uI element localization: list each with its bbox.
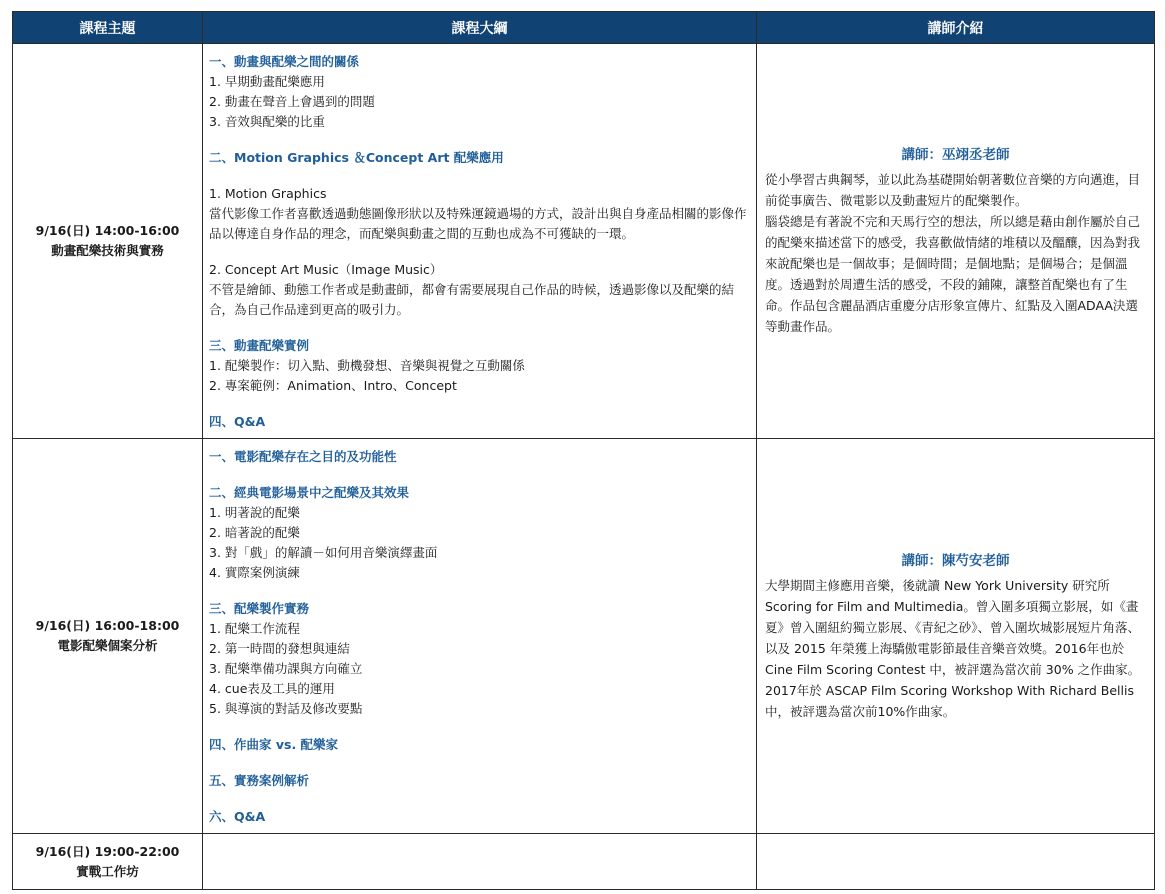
section-heading: 六、Q&A: [209, 809, 266, 824]
section-heading: 一、動畫與配樂之間的關係: [209, 54, 360, 69]
teacher-cell: [757, 439, 1155, 834]
section-heading: 二、經典電影場景中之配樂及其效果: [209, 485, 410, 500]
section-heading: 二、Motion Graphics ＆Concept Art 配樂應用: [209, 150, 504, 165]
session-title: 電影配樂個案分析: [57, 638, 158, 653]
session-time: 9/16(日) 16:00-18:00: [35, 618, 180, 633]
header-topic: 課程主題: [13, 12, 203, 44]
outline-cell: [203, 44, 757, 439]
outline-cell: [203, 834, 757, 890]
session-title: 動畫配樂技術與實務: [51, 243, 164, 258]
teacher-bio: 從小學習古典鋼琴，並以此為基礎開始朝著數位音樂的方向邁進，目前從事廣告、微電影以及動畫短片的配樂製作。 腦袋總是有著說不完和天馬行空的想法，所以總是藉由創作屬於自己的配樂來描述當下的感受，我喜歡做情緒的堆積以及醞釀，因為對我來說配樂也是一個故事；是個時間；是個地點；是個場合；是個溫度。透過對於周遭生活的感受，不段的鋪陳，讓整首配樂也有了生命。作品包含麗晶酒店重慶分店形象宣傳片、紅點及入圍ADAA決選等動畫作品。: [765, 172, 1141, 334]
outline-line: 當代影像工作者喜歡透過動態圖像形狀以及特殊運鏡過場的方式，設計出與自身產品相關的影像作品以傳達自身作品的理念，而配樂與動畫之間的互動也成為不可獲缺的一環。: [209, 206, 747, 241]
section-heading: 三、動畫配樂實例: [209, 338, 310, 353]
outline-line: 2. Concept Art Music（Image Music）: [209, 262, 443, 277]
section-heading: 一、電影配樂存在之目的及功能性: [209, 449, 397, 464]
topic-cell: [13, 834, 203, 890]
table-row: [13, 834, 1155, 890]
topic-cell: [13, 44, 203, 439]
teacher-name: 講師：陳芍安老師: [901, 552, 1010, 569]
outline-line: 3. 配樂準備功課與方向確立: [209, 661, 363, 676]
outline-line: 1. 配樂製作：切入點、動機發想、音樂與視覺之互動關係: [209, 358, 525, 373]
outline-line: 5. 與導演的對話及修改要點: [209, 701, 363, 716]
table-row: [13, 439, 1155, 834]
outline-line: 1. Motion Graphics: [209, 186, 327, 201]
teacher-cell: [757, 44, 1155, 439]
teacher-cell: [757, 834, 1155, 890]
section-heading: 四、作曲家 vs. 配樂家: [209, 737, 339, 752]
section-heading: 五、實務案例解析: [209, 773, 310, 788]
outline-line: 4. cue表及工具的運用: [209, 681, 335, 696]
course-schedule-table: [12, 11, 1155, 890]
outline-line: 不管是繪師、動態工作者或是動畫師，都會有需要展現自己作品的時候，透過影像以及配樂的結合，為自己作品達到更高的吸引力。: [209, 282, 735, 317]
outline-line: 2. 第一時間的發想與連結: [209, 641, 350, 656]
teacher-bio: 大學期間主修應用音樂，後就讀 New York University 研究所 Scoring for Film and Multimedia。曾入圍多項獨立影展，如《畫夏》曾入圍紐約獨立影展、《青紀之砂》、曾入圍坎城影展短片角落、以及 2015 年榮獲上海驕傲電影節最佳音樂音效獎。2016年也於 Cine Film Scoring Contest 中，被評選為當次前 30% 之作曲家。 2017年於 ASCAP Film Scoring Workshop With Richard Bellis中，被評選為當次前10%作曲家。: [765, 577, 1141, 719]
outline-line: 1. 明著說的配樂: [209, 505, 300, 520]
outline-line: 3. 音效與配樂的比重: [209, 114, 325, 129]
table-row: [13, 44, 1155, 439]
session-time: 9/16(日) 14:00-16:00: [35, 223, 180, 238]
session-time: 9/16(日) 19:00-22:00: [35, 843, 180, 859]
topic-cell: [13, 439, 203, 834]
section-heading: 三、配樂製作實務: [209, 601, 310, 616]
outline-line: 3. 對「戲」的解讀－如何用音樂演繹畫面: [209, 545, 438, 560]
outline-line: 2. 暗著說的配樂: [209, 525, 300, 540]
header-outline: 課程大綱: [203, 12, 757, 44]
teacher-name: 講師：巫翊丞老師: [901, 147, 1010, 163]
section-heading: 四、Q&A: [209, 414, 266, 429]
outline-line: 2. 專案範例：Animation、Intro、Concept: [209, 378, 457, 393]
outline-line: 1. 早期動畫配樂應用: [209, 74, 325, 89]
outline-line: 1. 配樂工作流程: [209, 621, 300, 636]
header-teacher: 講師介紹: [757, 12, 1155, 44]
table-header-row: [13, 12, 1155, 44]
outline-line: 2. 動畫在聲音上會遇到的問題: [209, 94, 375, 109]
outline-line: 4. 實際案例演練: [209, 565, 300, 580]
session-title: 實戰工作坊: [76, 863, 139, 879]
outline-cell: [203, 439, 757, 834]
